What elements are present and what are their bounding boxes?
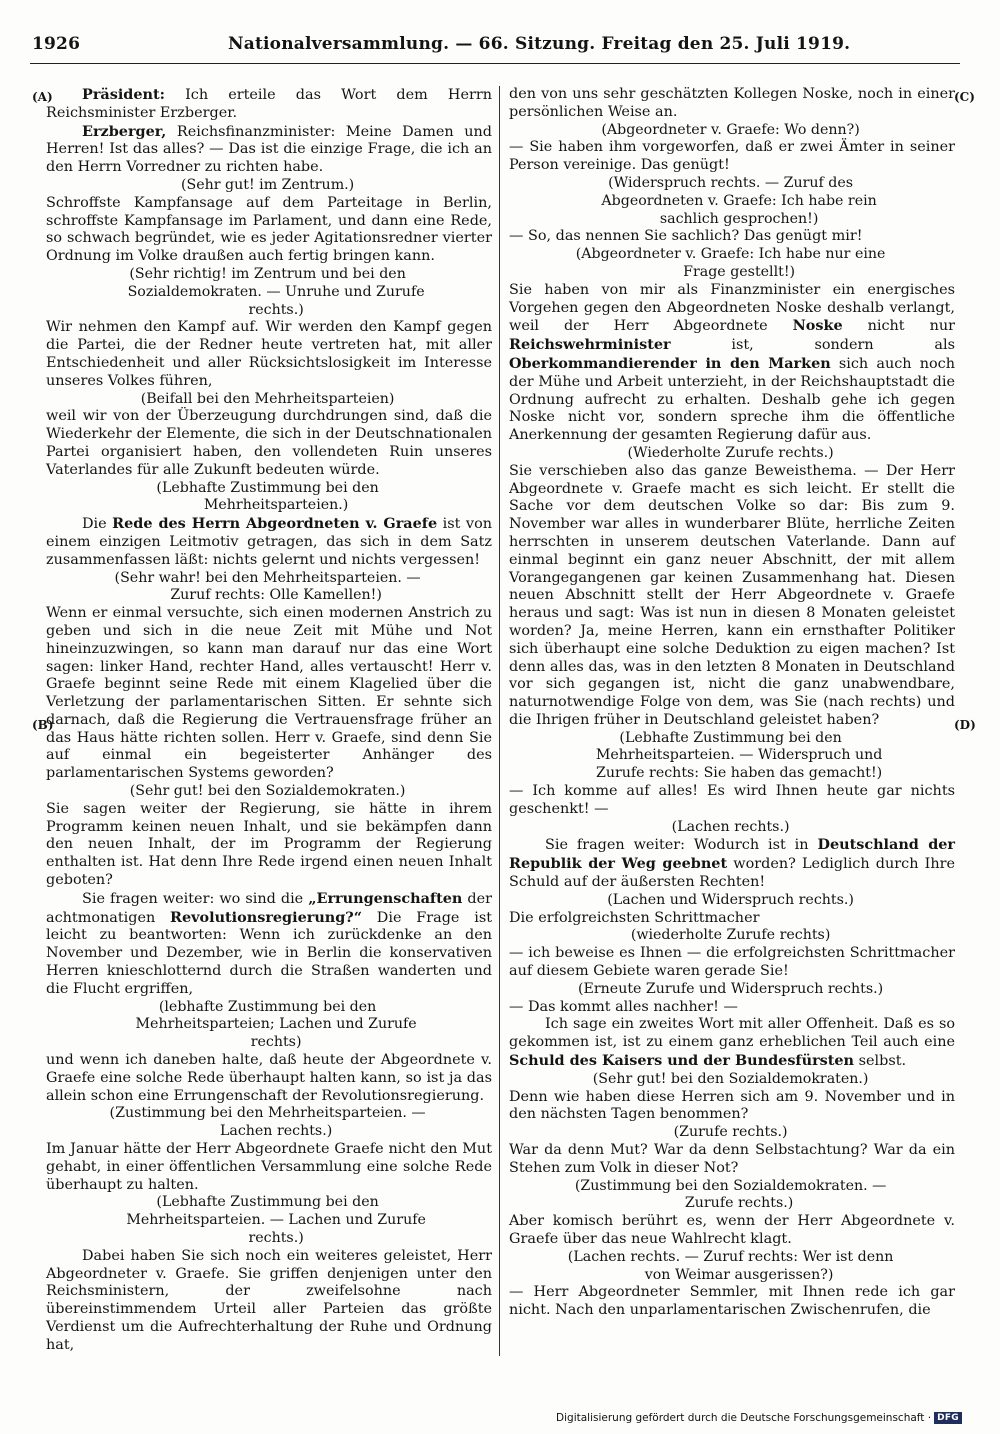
interjection: (Zustimmung bei den Mehrheitsparteien. — Lachen rechts.) [109, 1105, 426, 1140]
interjection: (Lebhafte Zustimmung bei den Mehrheitsparteien. — Widerspruch und Zurufe rechts: Sie haben das gemacht!) [595, 729, 883, 782]
page-number: 1926 [32, 34, 81, 54]
interjection: (Widerspruch rechts. — Zuruf des Abgeordneten v. Graefe: Ich habe rein sachlich gesprochen!) [601, 174, 877, 227]
dfg-logo: DFG [934, 1412, 962, 1424]
speaker-paragraph: Sie fragen weiter: Wodurch ist in Deutschland der Republik der Weg geebnet worden? Lediglich durch Ihre Schuld auf der äußersten Rechten! [509, 836, 955, 891]
paragraph: Sie haben von mir als Finanzminister ein energisches Vorgehen gegen den Abgeordneten Noske deshalb verlangt, weil der Herr Abgeordnete Noske nicht nur Reichswehrminister ist, sondern als Oberkommandierender in den Marken sich auch noch der Mühe und Arbeit unterzieht, in der Reichshauptstadt die Ordnung aufrecht zu erhalten. Deshalb gehe ich gegen Noske nicht vor, sondern spreche ihm die öffentliche Anerkennung der gesamten Regierung dafür aus. [509, 281, 955, 444]
interjection: (Zurufe rechts.) [673, 1124, 788, 1141]
margin-marker-c: (C) [954, 90, 975, 104]
interjection: (Abgeordneter v. Graefe: Wo denn?) [601, 121, 860, 138]
paragraph: und wenn ich daneben halte, daß heute der Abgeordnete v. Graefe eine solche Rede überhaupt halten kann, so ist ja das allein schon eine Errungenschaft der Revolutionsregierung. [46, 1052, 492, 1104]
interjection: (Wiederholte Zurufe rechts.) [627, 444, 834, 461]
paragraph: weil wir von der Überzeugung durchdrungen sind, daß die Wiederkehr der Elemente, die sich in der Deutschnationalen Partei organisiert haben, den vollendeten Ruin unseres Vaterlandes für alle Zukunft bedeuten würde. [46, 408, 492, 478]
column-divider [499, 86, 500, 1356]
paragraph: Aber komisch berührt es, wenn der Herr Abgeordnete v. Graefe über das neue Wahlrecht klagt. [509, 1213, 955, 1247]
interjection: (wiederholte Zurufe rechts) [630, 927, 831, 944]
speaker-paragraph: Präsident: Ich erteile das Wort dem Herrn Reichsminister Erzberger. [46, 86, 492, 121]
interjection: (lebhafte Zustimmung bei den Mehrheitsparteien; Lachen und Zurufe rechts) [135, 998, 417, 1051]
paragraph: Schroffste Kampfansage auf dem Parteitage in Berlin, schroffste Kampfansage im Parlament, und dann eine Rede, so schwach begründet, wie es jeder Agitationsredner vierter Ordnung im Volke draußen auch fertig bringen kann. [46, 194, 492, 265]
interjection: (Zustimmung bei den Sozialdemokraten. — Zurufe rechts.) [574, 1177, 887, 1212]
paragraph: — Ich komme auf alles! Es wird Ihnen heute gar nichts geschenkt! — [509, 783, 955, 817]
interjection: (Sehr richtig! im Zentrum und bei den Sozialdemokraten. — Unruhe und Zurufe rechts.) [127, 265, 425, 318]
speaker-paragraph: Die Rede des Herrn Abgeordneten v. Graefe ist von einem einzigen Leitmotiv getragen, das sich in dem Satz zusammenfassen läßt: nichts gelernt und nichts vergessen! [46, 515, 492, 568]
interjection: (Erneute Zurufe und Widerspruch rechts.) [577, 980, 884, 997]
interjection: (Abgeordneter v. Graefe: Ich habe nur eine Frage gestellt!) [575, 246, 886, 280]
paragraph: — So, das nennen Sie sachlich? Das genügt mir! [509, 228, 863, 245]
margin-marker-d: (D) [954, 718, 976, 732]
paragraph: Sie sagen weiter der Regierung, sie hätte in ihrem Programm keinen neuen Inhalt, und sie bekämpfen dann den neuen Inhalt, der im Programm der Regierung enthalten ist. Hat denn Ihre Rede irgend einen neuen Inhalt geboten? [46, 800, 492, 889]
paragraph: Denn wie haben diese Herren sich am 9. November und in den nächsten Tagen benommen? [509, 1088, 955, 1123]
left-column [46, 86, 492, 1355]
paragraph: — Sie haben ihm vorgeworfen, daß er zwei Ämter in seiner Person vereinige. Das genügt! [509, 139, 955, 174]
paragraph: Wir nehmen den Kampf auf. Wir werden den Kampf gegen die Partei, die der Redner heute vertreten hat, mit aller Entschiedenheit und aller Rücksichtslosigkeit im Interesse unseres Volkes führen, [46, 319, 492, 389]
speaker-paragraph: Erzberger, Reichsfinanzminister: Meine Damen und Herren! Ist das alles? — Das ist die einzige Frage, die ich an den Herrn Vorredner zu richten habe. [46, 122, 492, 176]
interjection: (Lachen rechts. — Zuruf rechts: Wer ist denn von Weimar ausgerissen?) [567, 1248, 894, 1283]
margin-marker-b: (B) [32, 718, 54, 732]
speaker-paragraph: Ich sage ein zweites Wort mit aller Offenheit. Daß es so gekommen ist, ist zu einem ganz erheblichen Teil auch eine Schuld des Kaisers und der Bundesfürsten selbst. [509, 1016, 955, 1070]
interjection: (Sehr gut! bei den Sozialdemokraten.) [129, 783, 406, 800]
paragraph: Die erfolgreichsten Schrittmacher [509, 909, 760, 926]
interjection: (Lachen und Widerspruch rechts.) [607, 891, 854, 908]
paragraph: Sie verschieben also das ganze Beweisthema. — Der Herr Abgeordnete v. Graefe macht es sich leicht. Er stellt die Sache vor dem deutschen Volke so dar: Bis zum 9. November war alles in wunderbarer Blüte, herrliche Zeiten herrschten in unserem deutschen Vaterlande. Dann auf einmal beginnt ein ganz neuer Abschnitt, der mit allem Vorangegangenen gar keinen Zusammenhang hat. Diesen neuen Abschnitt stellt der Herr Abgeordnete v. Graefe heraus und sagt: Was ist nun in diesen 8 Monaten geleistet worden? Ja, meine Herren, kann ein ernsthafter Politiker sich überhaupt eine solche Deduktion zu eigen machen? Ist denn alles das, was in den letzten 8 Monaten in Deutschland vor sich gegangen ist, nicht die ganz unabwendbare, naturnotwendige Folge von dem, was Sie (nach rechts) und die Ihrigen früher in Deutschland geleistet haben? [509, 462, 955, 728]
interjection: (Beifall bei den Mehrheitsparteien) [140, 390, 395, 407]
interjection: (Lebhafte Zustimmung bei den Mehrheitsparteien.) [156, 479, 379, 514]
paragraph: War da denn Mut? War da denn Selbstachtung? War da ein Stehen zum Volk in dieser Not? [509, 1142, 955, 1176]
speaker-paragraph: Dabei haben Sie sich noch ein weiteres geleistet, Herr Abgeordneter v. Graefe. Sie griffen denjenigen unter den Reichsministern, der zweifelsohne nach übereinstimmendem Urteil aller Parteien das größte Verdienst um die Aufrechterhaltung der Ruhe und Ordnung hat, [46, 1247, 492, 1353]
running-title: Nationalversammlung. — 66. Sitzung. Freitag den 25. Juli 1919. [228, 34, 851, 54]
footer-text: Digitalisierung gefördert durch die Deutsche Forschungsgemeinschaft · [556, 1412, 932, 1424]
paragraph: Im Januar hätte der Herr Abgeordnete Graefe nicht den Mut gehabt, in einer öffentlichen Versammlung eine solche Rede überhaupt zu halten. [46, 1141, 492, 1193]
paragraph: — Herr Abgeordneter Semmler, mit Ihnen rede ich gar nicht. Nach den unparlamentarischen Zwischenrufen, die [509, 1284, 955, 1319]
header-rule [30, 63, 960, 64]
speaker-paragraph: Sie fragen weiter: wo sind die „Errungenschaften der achtmonatigen Revolutionsregierung?“ Die Frage ist leicht zu beantworten: Wenn ich zurückdenke an den November und Dezember, wie in Berlin die konservativen Herren knieschlotternd durch die Straßen wanderten und die Flucht ergriffen, [46, 889, 493, 997]
paragraph: den von uns sehr geschätzten Kollegen Noske, noch in einer persönlichen Weise an. [509, 86, 955, 120]
interjection: (Lebhafte Zustimmung bei den Mehrheitsparteien. — Lachen und Zurufe rechts.) [126, 1194, 426, 1246]
footer-credit [556, 1412, 962, 1424]
paragraph: Wenn er einmal versuchte, sich einen modernen Anstrich zu geben und sich in die neue Zeit mit Mühe und Not hineinzuzwingen, so kann man darauf nur das eine Wort sagen: linker Hand, rechter Hand, alles vertauscht! Herr v. Graefe beginnt seine Rede mit einem Klagelied über die Verletzung der parlamentarischen Sitten. Er sehnte sich darnach, daß die Regierung die Vertrauensfrage früher an das Haus hätte richten sollen. Herr v. Graefe, sind denn Sie auf einmal ein begeisterter Anhänger des parlamentarischen Systems geworden? [46, 605, 492, 782]
page-header [32, 34, 960, 62]
interjection: (Sehr gut! bei den Sozialdemokraten.) [592, 1070, 869, 1087]
margin-marker-a: (A) [32, 90, 53, 104]
paragraph: — ich beweise es Ihnen — die erfolgreichsten Schrittmacher auf diesem Gebiete waren gerade Sie! [509, 945, 955, 980]
interjection: (Sehr gut! im Zentrum.) [180, 176, 355, 193]
interjection: (Sehr wahr! bei den Mehrheitsparteien. — Zuruf rechts: Olle Kamellen!) [114, 569, 421, 604]
interjection: (Lachen rechts.) [671, 818, 790, 835]
paragraph: — Das kommt alles nachher! — [509, 998, 738, 1015]
right-column [509, 86, 955, 1320]
